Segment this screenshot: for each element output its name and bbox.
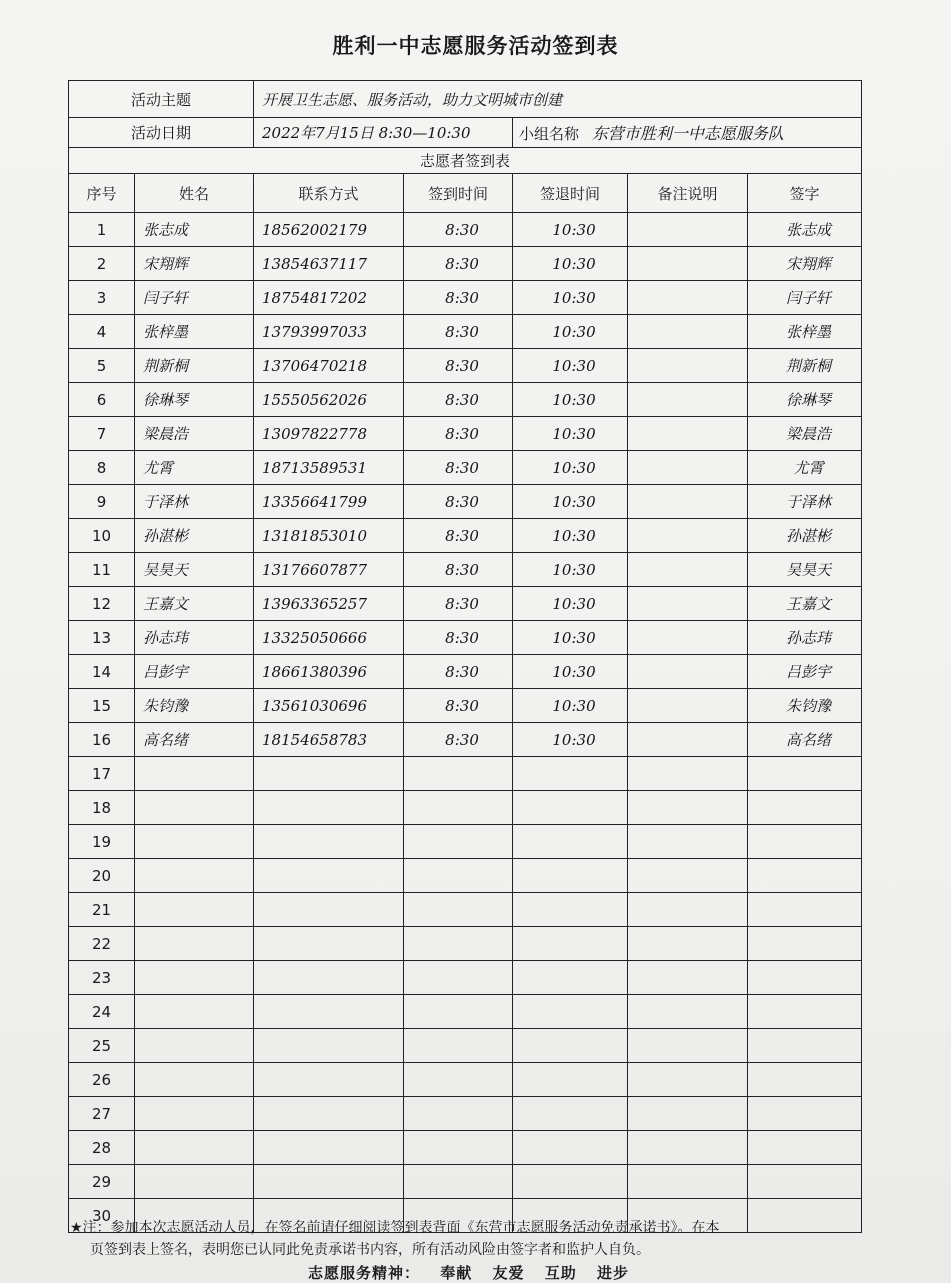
sign-in-time	[404, 995, 513, 1029]
activity-date-value: 2022年7月15日 8:30—10:30	[254, 118, 513, 148]
sign-out-time: 10:30	[513, 553, 628, 587]
phone-number	[254, 791, 404, 825]
row-number: 23	[69, 961, 135, 995]
sign-out-time: 10:30	[513, 723, 628, 757]
volunteer-name: 张梓墨	[135, 315, 254, 349]
signature	[748, 1063, 862, 1097]
volunteer-name: 吕彭宇	[135, 655, 254, 689]
volunteer-name: 徐琳琴	[135, 383, 254, 417]
sign-out-time	[513, 825, 628, 859]
row-number: 1	[69, 213, 135, 247]
volunteer-name	[135, 995, 254, 1029]
signature	[748, 825, 862, 859]
table-row	[69, 247, 862, 281]
signature	[748, 961, 862, 995]
sign-out-time: 10:30	[513, 655, 628, 689]
volunteer-name: 吴昊天	[135, 553, 254, 587]
signature	[748, 995, 862, 1029]
phone-number: 13561030696	[254, 689, 404, 723]
sign-in-time	[404, 893, 513, 927]
row-number: 28	[69, 1131, 135, 1165]
volunteer-name: 梁晨浩	[135, 417, 254, 451]
spirit-value: 奉献	[440, 1264, 473, 1282]
row-number: 13	[69, 621, 135, 655]
sign-out-time	[513, 1131, 628, 1165]
volunteer-name: 朱钧豫	[135, 689, 254, 723]
sign-in-subheader: 志愿者签到表	[69, 148, 862, 174]
sign-out-time: 10:30	[513, 417, 628, 451]
sign-out-time: 10:30	[513, 281, 628, 315]
phone-number: 13325050666	[254, 621, 404, 655]
sign-in-time: 8:30	[404, 723, 513, 757]
phone-number	[254, 757, 404, 791]
table-row	[69, 757, 862, 791]
row-number: 14	[69, 655, 135, 689]
row-number: 26	[69, 1063, 135, 1097]
phone-number	[254, 1131, 404, 1165]
sign-in-time: 8:30	[404, 213, 513, 247]
signature: 朱钧豫	[748, 689, 862, 723]
volunteer-name	[135, 927, 254, 961]
signature: 荆新桐	[748, 349, 862, 383]
row-number: 15	[69, 689, 135, 723]
remark	[628, 247, 748, 281]
row-number: 12	[69, 587, 135, 621]
sign-out-time	[513, 893, 628, 927]
signature: 吕彭宇	[748, 655, 862, 689]
signature: 宋翔辉	[748, 247, 862, 281]
sign-in-time: 8:30	[404, 383, 513, 417]
spirit-value: 互助	[544, 1264, 577, 1282]
volunteer-name: 荆新桐	[135, 349, 254, 383]
sign-out-time: 10:30	[513, 451, 628, 485]
phone-number	[254, 927, 404, 961]
phone-number: 13356641799	[254, 485, 404, 519]
signature: 王嘉文	[748, 587, 862, 621]
column-header: 签字	[748, 174, 862, 213]
phone-number	[254, 995, 404, 1029]
remark	[628, 689, 748, 723]
volunteer-name	[135, 757, 254, 791]
table-row	[69, 213, 862, 247]
remark	[628, 893, 748, 927]
sign-in-time: 8:30	[404, 519, 513, 553]
sign-out-time: 10:30	[513, 349, 628, 383]
row-number: 5	[69, 349, 135, 383]
phone-number: 18713589531	[254, 451, 404, 485]
activity-topic-value: 开展卫生志愿、服务活动，助力文明城市创建	[254, 81, 862, 118]
row-number: 2	[69, 247, 135, 281]
phone-number: 18754817202	[254, 281, 404, 315]
remark	[628, 281, 748, 315]
sign-out-time	[513, 1165, 628, 1199]
volunteer-name	[135, 791, 254, 825]
phone-number: 15550562026	[254, 383, 404, 417]
remark	[628, 995, 748, 1029]
sign-out-time: 10:30	[513, 383, 628, 417]
volunteer-name	[135, 1029, 254, 1063]
table-row	[69, 961, 862, 995]
table-row	[69, 1165, 862, 1199]
table-row	[69, 995, 862, 1029]
table-row	[69, 791, 862, 825]
sign-in-time: 8:30	[404, 349, 513, 383]
volunteer-name: 孙志玮	[135, 621, 254, 655]
table-row	[69, 315, 862, 349]
sign-out-time	[513, 859, 628, 893]
sign-in-time: 8:30	[404, 655, 513, 689]
phone-number: 18562002179	[254, 213, 404, 247]
signature: 孙湛彬	[748, 519, 862, 553]
remark	[628, 655, 748, 689]
phone-number: 13181853010	[254, 519, 404, 553]
remark	[628, 587, 748, 621]
signature	[748, 1029, 862, 1063]
phone-number	[254, 825, 404, 859]
table-row	[69, 927, 862, 961]
spirit-label: 志愿服务精神：	[307, 1264, 420, 1282]
sign-in-time	[404, 825, 513, 859]
group-name-value: 东营市胜利一中志愿服务队	[591, 124, 784, 143]
volunteer-name: 孙湛彬	[135, 519, 254, 553]
footer-note-line: 页签到表上签名，表明您已认同此免责承诺书内容，所有活动风险由签字者和监护人自负。	[90, 1242, 650, 1258]
table-row	[69, 451, 862, 485]
sign-out-time	[513, 1097, 628, 1131]
remark	[628, 1131, 748, 1165]
sign-in-time: 8:30	[404, 417, 513, 451]
sign-out-time	[513, 927, 628, 961]
sign-in-time: 8:30	[404, 281, 513, 315]
table-row	[69, 519, 862, 553]
volunteer-name: 尤霄	[135, 451, 254, 485]
signature	[748, 1165, 862, 1199]
column-header: 序号	[69, 174, 135, 213]
sign-out-time: 10:30	[513, 689, 628, 723]
table-row	[69, 723, 862, 757]
sign-in-time: 8:30	[404, 451, 513, 485]
sign-out-time: 10:30	[513, 587, 628, 621]
signature	[748, 893, 862, 927]
sign-in-time: 8:30	[404, 247, 513, 281]
sign-out-time	[513, 1029, 628, 1063]
signature: 尤霄	[748, 451, 862, 485]
table-row	[69, 1029, 862, 1063]
table-row	[69, 825, 862, 859]
phone-number	[254, 859, 404, 893]
footer-notes	[70, 1217, 890, 1261]
remark	[628, 383, 748, 417]
row-number: 24	[69, 995, 135, 1029]
table-row	[69, 655, 862, 689]
phone-number	[254, 1165, 404, 1199]
phone-number	[254, 1029, 404, 1063]
sign-in-time: 8:30	[404, 621, 513, 655]
table-row	[69, 1063, 862, 1097]
row-number: 11	[69, 553, 135, 587]
sign-in-time	[404, 1029, 513, 1063]
phone-number: 13097822778	[254, 417, 404, 451]
volunteer-name	[135, 1097, 254, 1131]
table-row	[69, 349, 862, 383]
sign-in-time	[404, 1097, 513, 1131]
column-header: 签退时间	[513, 174, 628, 213]
table-row	[69, 1131, 862, 1165]
remark	[628, 519, 748, 553]
remark	[628, 485, 748, 519]
table-row	[69, 417, 862, 451]
volunteer-name	[135, 1131, 254, 1165]
phone-number: 18154658783	[254, 723, 404, 757]
sign-in-time	[404, 791, 513, 825]
row-number: 18	[69, 791, 135, 825]
remark	[628, 1097, 748, 1131]
sign-out-time	[513, 961, 628, 995]
signature: 孙志玮	[748, 621, 862, 655]
sign-out-time	[513, 995, 628, 1029]
volunteer-name	[135, 859, 254, 893]
signature: 张志成	[748, 213, 862, 247]
sign-in-time: 8:30	[404, 315, 513, 349]
volunteer-name	[135, 1165, 254, 1199]
row-number: 16	[69, 723, 135, 757]
table-row	[69, 859, 862, 893]
remark	[628, 791, 748, 825]
remark	[628, 757, 748, 791]
column-header: 备注说明	[628, 174, 748, 213]
group-name-label: 小组名称	[519, 125, 580, 143]
phone-number	[254, 1063, 404, 1097]
sign-in-time	[404, 1131, 513, 1165]
volunteer-name	[135, 825, 254, 859]
column-header-row	[69, 174, 862, 213]
row-number: 3	[69, 281, 135, 315]
volunteer-name: 张志成	[135, 213, 254, 247]
column-header: 姓名	[135, 174, 254, 213]
phone-number: 13706470218	[254, 349, 404, 383]
remark	[628, 723, 748, 757]
table-row	[69, 281, 862, 315]
sign-in-time	[404, 1165, 513, 1199]
phone-number: 13793997033	[254, 315, 404, 349]
remark	[628, 825, 748, 859]
activity-topic-label: 活动主题	[69, 81, 254, 118]
row-number: 29	[69, 1165, 135, 1199]
sign-in-time: 8:30	[404, 587, 513, 621]
column-header: 联系方式	[254, 174, 404, 213]
row-number: 10	[69, 519, 135, 553]
signature: 徐琳琴	[748, 383, 862, 417]
signature	[748, 859, 862, 893]
table-row	[69, 383, 862, 417]
volunteer-name: 高名绪	[135, 723, 254, 757]
remark	[628, 213, 748, 247]
sign-out-time	[513, 1063, 628, 1097]
sign-out-time: 10:30	[513, 621, 628, 655]
table-row	[69, 553, 862, 587]
row-number: 9	[69, 485, 135, 519]
signature	[748, 1131, 862, 1165]
row-number: 17	[69, 757, 135, 791]
remark	[628, 961, 748, 995]
remark	[628, 1029, 748, 1063]
remark	[628, 1165, 748, 1199]
phone-number	[254, 893, 404, 927]
phone-number: 13854637117	[254, 247, 404, 281]
remark	[628, 621, 748, 655]
phone-number: 13963365257	[254, 587, 404, 621]
row-number: 6	[69, 383, 135, 417]
footer-note-line: ★注：参加本次志愿活动人员，在签名前请仔细阅读签到表背面《东营市志愿服务活动免责承诺书》。在本	[70, 1220, 720, 1236]
row-number: 8	[69, 451, 135, 485]
sign-in-time: 8:30	[404, 689, 513, 723]
remark	[628, 859, 748, 893]
row-number: 22	[69, 927, 135, 961]
sign-in-time	[404, 757, 513, 791]
phone-number: 18661380396	[254, 655, 404, 689]
remark	[628, 1063, 748, 1097]
remark	[628, 927, 748, 961]
sign-out-time: 10:30	[513, 485, 628, 519]
phone-number	[254, 961, 404, 995]
sign-in-time: 8:30	[404, 485, 513, 519]
sign-in-time: 8:30	[404, 553, 513, 587]
volunteer-name: 王嘉文	[135, 587, 254, 621]
row-number: 27	[69, 1097, 135, 1131]
volunteer-name	[135, 961, 254, 995]
sign-out-time	[513, 791, 628, 825]
row-number: 4	[69, 315, 135, 349]
row-number: 19	[69, 825, 135, 859]
remark	[628, 349, 748, 383]
sign-in-sheet-table	[68, 80, 862, 1233]
signature: 闫子轩	[748, 281, 862, 315]
group-name-cell	[513, 118, 862, 148]
remark	[628, 417, 748, 451]
signature: 高名绪	[748, 723, 862, 757]
remark	[628, 451, 748, 485]
signature: 梁晨浩	[748, 417, 862, 451]
spirit-value: 友爱	[492, 1264, 525, 1282]
sign-in-time	[404, 1063, 513, 1097]
row-number: 25	[69, 1029, 135, 1063]
table-row	[69, 587, 862, 621]
sign-out-time	[513, 757, 628, 791]
sign-in-time	[404, 859, 513, 893]
sign-out-time: 10:30	[513, 213, 628, 247]
volunteer-name	[135, 893, 254, 927]
phone-number: 13176607877	[254, 553, 404, 587]
table-row	[69, 689, 862, 723]
sign-out-time: 10:30	[513, 519, 628, 553]
signature: 张梓墨	[748, 315, 862, 349]
table-row	[69, 1097, 862, 1131]
page-title: 胜利一中志愿服务活动签到表	[332, 34, 619, 58]
signature	[748, 927, 862, 961]
signature	[748, 791, 862, 825]
volunteer-name: 闫子轩	[135, 281, 254, 315]
activity-date-label: 活动日期	[69, 118, 254, 148]
volunteer-name	[135, 1063, 254, 1097]
row-number: 21	[69, 893, 135, 927]
sign-out-time: 10:30	[513, 315, 628, 349]
signature	[748, 757, 862, 791]
volunteer-name: 于泽林	[135, 485, 254, 519]
signature: 吴昊天	[748, 553, 862, 587]
remark	[628, 315, 748, 349]
volunteer-name: 宋翔辉	[135, 247, 254, 281]
sign-out-time: 10:30	[513, 247, 628, 281]
signature: 于泽林	[748, 485, 862, 519]
sign-in-time	[404, 961, 513, 995]
sign-in-time	[404, 927, 513, 961]
signature	[748, 1097, 862, 1131]
remark	[628, 553, 748, 587]
row-number: 30	[69, 1199, 135, 1233]
row-number: 7	[69, 417, 135, 451]
spirit-value: 进步	[596, 1264, 629, 1282]
table-row	[69, 893, 862, 927]
column-header: 签到时间	[404, 174, 513, 213]
phone-number	[254, 1097, 404, 1131]
table-row	[69, 485, 862, 519]
row-number: 20	[69, 859, 135, 893]
table-row	[69, 621, 862, 655]
